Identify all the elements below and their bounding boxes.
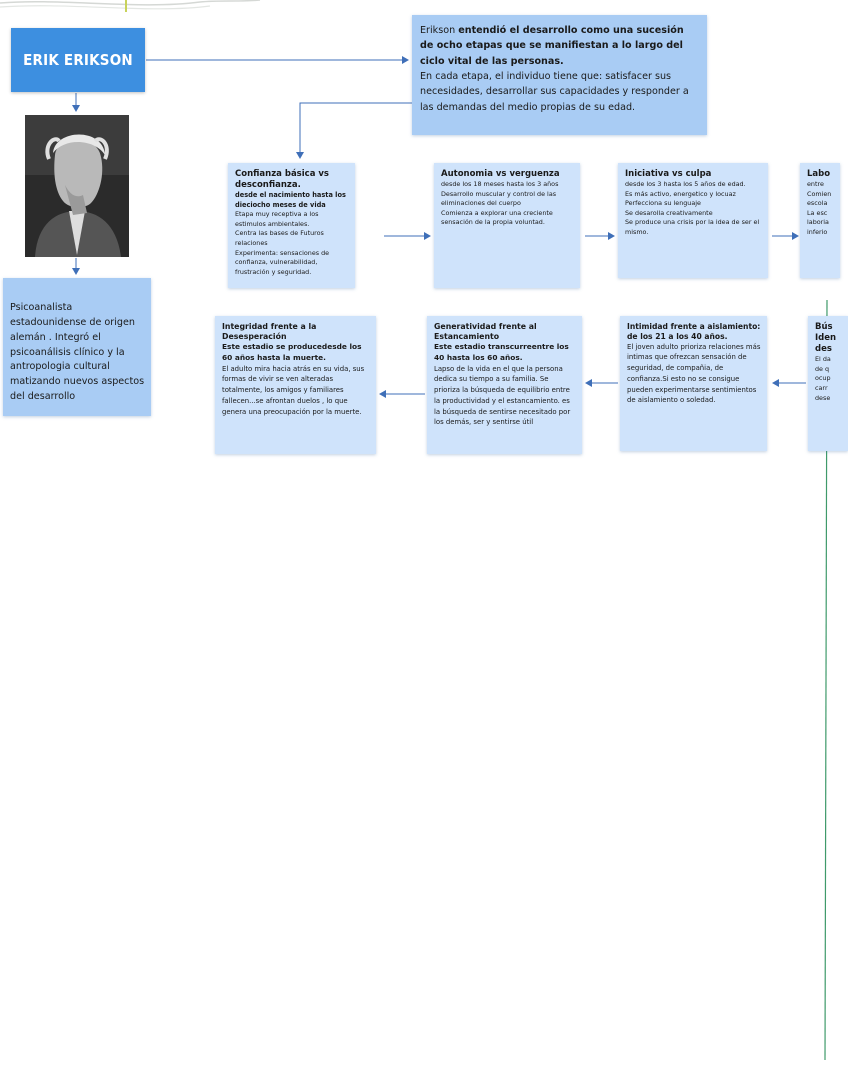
intro-second-paragraph: En cada etapa, el individuo tiene que: satisfacer sus necesidades, desarrollar sus capacidades y responder a las demandas del medio propias de su edad. bbox=[420, 71, 689, 113]
intro-box bbox=[412, 15, 707, 135]
stage-6-description: El joven adulto prioriza relaciones más intimas que ofrezcan sensación de seguridad, de compañia, de confianza.Si esto no se consigue pueden experimentarse sentimientos de aislamiento o soledad. bbox=[627, 342, 761, 405]
stage-7-title: Generatividad frente al Estancamiento bbox=[434, 322, 537, 342]
stage-6-box bbox=[620, 316, 767, 451]
stage-8-age-range: Este estadio se producedesde los 60 años hasta la muerte. bbox=[222, 342, 362, 362]
stage-7-box bbox=[427, 316, 582, 454]
stage-2-title: Autonomia vs verguenza bbox=[441, 169, 560, 179]
stage-1-description: Etapa muy receptiva a los estimulos ambientales. Centra las bases de Futuros relaciones Experimenta: sensaciones de confianza, vulnerabilidad, frustración y seguridad. bbox=[235, 210, 330, 276]
stage-8-description: El adulto mira hacia atrás en su vida, sus formas de vivir se ven alteradas totalmente, los amigos y familiares fallecen...se afrontan duelos , lo que genera una preocupación por la muerte. bbox=[222, 364, 365, 416]
stage-1-title: Confianza básica vs desconfianza. bbox=[235, 169, 329, 191]
stage-8-box bbox=[215, 316, 376, 454]
header-accent-line bbox=[125, 0, 127, 12]
stage-4-box-partial bbox=[800, 163, 840, 278]
intro-lead: Erikson bbox=[420, 25, 459, 36]
stage-2-box bbox=[434, 163, 580, 288]
stage-3-box bbox=[618, 163, 768, 278]
stage-2-description: desde los 18 meses hasta los 3 años Desarrollo muscular y control de las eliminaciones del cuerpo Comienza a explorar una creciente sensación de la propia voluntad. bbox=[441, 180, 559, 227]
stage-1-box bbox=[228, 163, 355, 288]
stage-8-title: Integridad frente a la Desesperación bbox=[222, 322, 317, 342]
stage-5-title: Bús Iden des bbox=[815, 322, 837, 355]
stage-7-age-range: Este estadio transcurreentre los 40 hasta los 60 años. bbox=[434, 342, 569, 362]
stage-4-description: entre Comien escola La esc laboria inferio bbox=[807, 180, 832, 237]
intro-bold-text: entendió el desarrollo como una sucesión de ocho etapas que se manifiestan a lo largo del ciclo vital de las personas. bbox=[420, 25, 684, 67]
stage-7-description: Lapso de la vida en el que la persona dedica su tiempo a su familia. Se prioriza la búsqueda de equilibrio entre la productividad y el estancamiento. es la búsqueda de sentirse necesitado por los demás, ser y sentirse útil bbox=[434, 364, 571, 427]
stage-6-title: Intimidad frente a aislamiento: de los 21 a los 40 años. bbox=[627, 322, 761, 341]
title-box bbox=[11, 28, 145, 92]
stage-3-description: desde los 3 hasta los 5 años de edad. Es más activo, energetico y locuaz Perfecciona su lenguaje Se desarolla creativamente Se produce una crisis por la idea de ser el mismo. bbox=[625, 180, 760, 237]
stage-5-description: El da de q ocup carr dese bbox=[815, 355, 831, 402]
title-text: ERIK ERIKSON bbox=[23, 51, 133, 69]
stage-4-title: Labo bbox=[807, 169, 831, 179]
stage-5-box-partial bbox=[808, 316, 848, 451]
stage-1-age-range: desde el nacimiento hasta los dieciocho meses de vida bbox=[235, 191, 346, 209]
header-swoosh-decoration bbox=[0, 0, 260, 16]
bio-box bbox=[3, 278, 151, 416]
bio-text: Psicoanalista estadounidense de origen alemán . Integró el psicoanálisis clínico y la antropologia cultural matizando nuevos aspectos del desarrollo bbox=[10, 302, 145, 403]
intro-paragraph bbox=[420, 23, 699, 69]
arrow-intro-to-stage1 bbox=[300, 103, 412, 158]
portrait-photo bbox=[25, 115, 129, 257]
stage-3-title: Iniciativa vs culpa bbox=[625, 169, 712, 179]
